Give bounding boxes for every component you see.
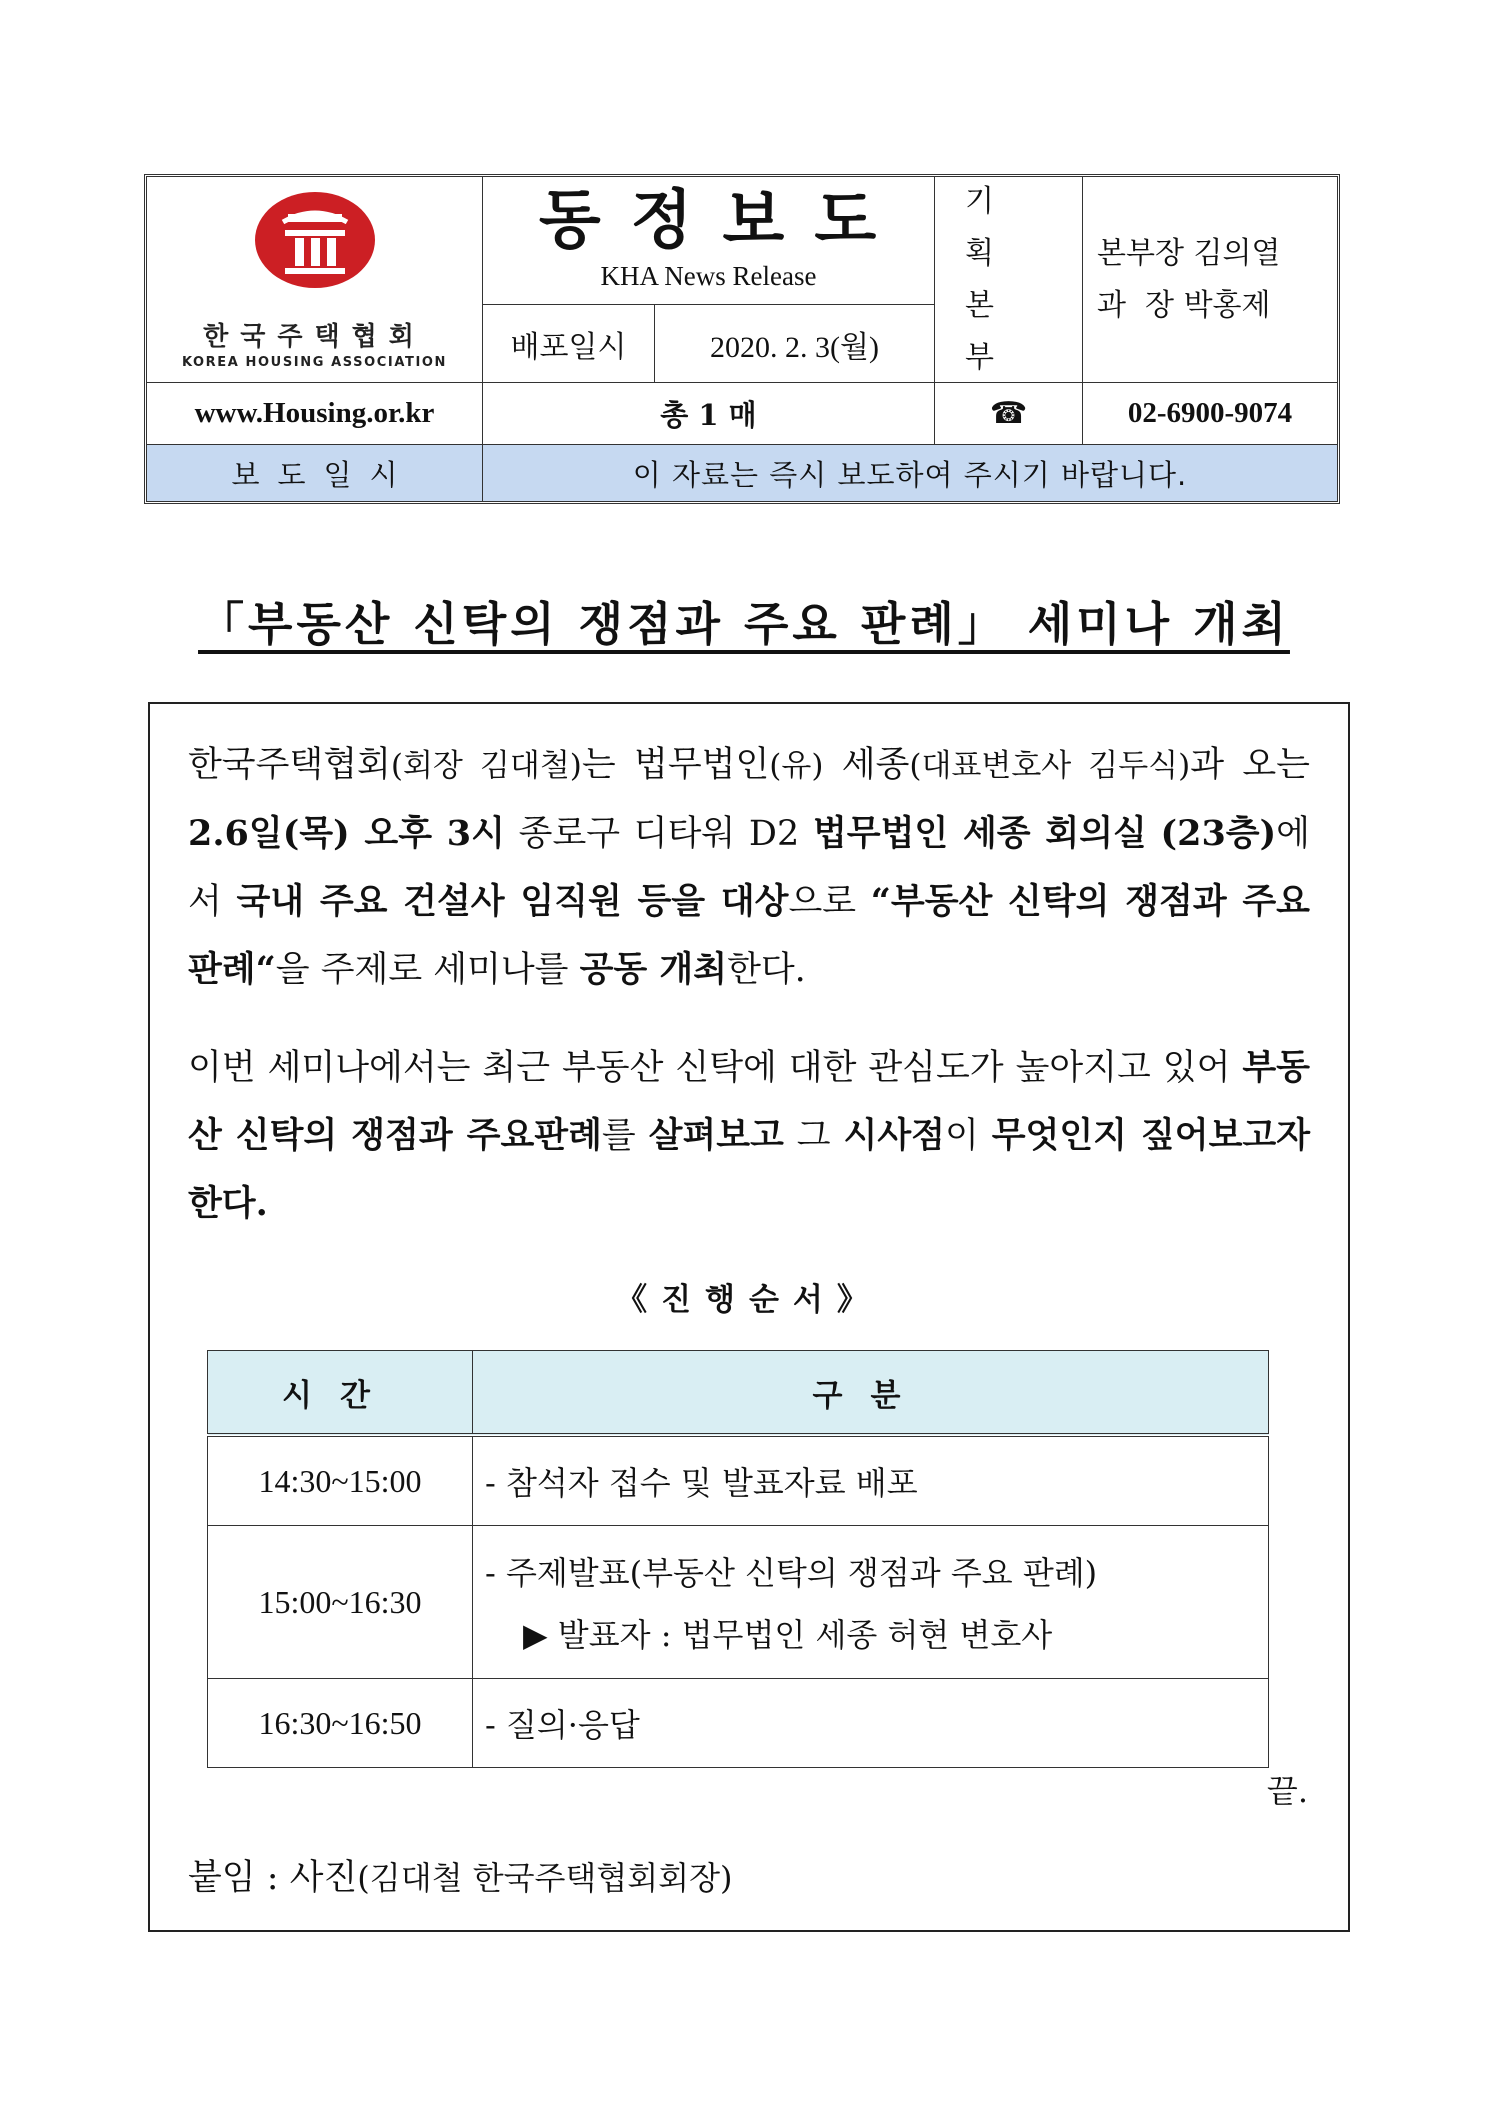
department-cell <box>935 177 1083 383</box>
p1-s: 한다. <box>727 950 806 990</box>
paragraph-1 <box>188 732 1310 1004</box>
col-header-desc: 구분 <box>473 1351 1269 1436</box>
p1-c: 는 법무법인 <box>581 745 770 785</box>
p1-o: 으로 <box>788 882 871 922</box>
embargo-label-cell <box>147 445 483 501</box>
page-title: 동정보도 <box>538 183 907 258</box>
contact-line-2: 과 장 박홍제 <box>1097 287 1271 323</box>
p1-i: 종로구 디타워 D2 <box>504 814 813 854</box>
phone-icon: ☎ <box>935 383 1083 445</box>
row-desc: - 주제발표(부동산 신탁의 쟁점과 주요 판례) <box>485 1554 1098 1592</box>
row-desc: - 참석자 접수 및 발표자료 배포 <box>473 1435 1269 1526</box>
page-subtitle: KHA News Release <box>600 261 817 291</box>
org-name-en: KOREA HOUSING ASSOCIATION <box>181 354 448 370</box>
p1-l: (23층) <box>1160 813 1277 854</box>
table-row <box>208 1526 1269 1679</box>
schedule-table <box>207 1350 1269 1768</box>
p1-k <box>1147 814 1161 854</box>
p2-e: 그 <box>783 1116 844 1156</box>
embargo-text: 이 자료는 즉시 보도하여 주시기 바랍니다. <box>483 445 1337 501</box>
distribution-date: 2020. 2. 3(월) <box>655 305 935 383</box>
p2-d: 살펴보고 <box>648 1115 784 1156</box>
distribution-label: 배포일시 <box>483 305 655 383</box>
p1-p: “부동산 신탁의 쟁점과 주요 판례“ <box>188 881 1310 990</box>
department-line-2: 본부 <box>965 287 1024 375</box>
embargo-label: 보도일시 <box>231 457 416 492</box>
kha-logo-icon <box>255 192 375 288</box>
press-release-header <box>144 174 1340 504</box>
schedule-header-row <box>208 1351 1269 1436</box>
p1-h: 2.6일(목) 오후 3시 <box>188 813 505 854</box>
p1-b: (회장 김대철) <box>390 748 582 784</box>
title-cell <box>483 177 935 305</box>
paragraph-2 <box>188 1034 1310 1238</box>
org-name-ko: 한국주택협회 <box>203 321 426 352</box>
attachment-detail: (김대철 한국주택협회회장) <box>357 1859 733 1897</box>
p2-g: 이 <box>944 1116 992 1156</box>
website-link[interactable]: www.Housing.or.kr <box>147 383 483 445</box>
p1-q: 을 주제로 세미나를 <box>275 950 580 990</box>
department-line-1: 기획 <box>965 183 1024 271</box>
attachment-label: 붙임 : 사진 <box>188 1858 358 1898</box>
p1-m: 에서 <box>188 814 1310 922</box>
attachment-note <box>188 1850 732 1900</box>
p1-e: 세종 <box>823 745 910 785</box>
row-desc-cell <box>473 1526 1269 1679</box>
p1-n: 국내 주요 건설사 임직원 등을 대상 <box>236 881 789 922</box>
phone-number: 02-6900-9074 <box>1083 383 1337 445</box>
p1-j: 법무법인 세종 회의실 <box>812 813 1147 854</box>
content-box <box>148 702 1350 1932</box>
contact-line-1: 본부장 김의열 <box>1097 235 1281 271</box>
row-desc: - 질의·응답 <box>473 1679 1269 1768</box>
row-time: 14:30~15:00 <box>208 1435 473 1526</box>
table-row <box>208 1435 1269 1526</box>
p2-a: 이번 세미나에서는 최근 부동산 신탁에 대한 관심도가 높아지고 있어 <box>188 1048 1243 1088</box>
p1-r: 공동 개최 <box>579 949 728 990</box>
headline-text: 「부동산 신탁의 쟁점과 주요 판례」 세미나 개최 <box>198 597 1290 651</box>
presenter-line: ▶ 발표자 : 법무법인 세종 허현 변호사 <box>523 1616 1053 1654</box>
row-time: 15:00~16:30 <box>208 1526 473 1679</box>
p1-g: 과 오는 <box>1190 745 1310 785</box>
row-time: 16:30~16:50 <box>208 1679 473 1768</box>
p2-c: 를 <box>601 1116 649 1156</box>
col-header-time: 시간 <box>208 1351 473 1436</box>
p1-a: 한국주택협회 <box>188 745 391 785</box>
headline <box>0 588 1488 654</box>
table-row <box>208 1679 1269 1768</box>
program-title: 《진행순서》 <box>616 1282 882 1318</box>
contact-cell <box>1083 177 1337 383</box>
p2-f: 시사점 <box>843 1115 945 1156</box>
p2-b: 부동산 신탁의 쟁점과 주요판례 <box>188 1047 1310 1156</box>
page-count: 총 1 매 <box>483 383 935 445</box>
logo-cell <box>147 177 483 383</box>
p1-f: (대표변호사 김두식) <box>909 748 1191 784</box>
end-mark: 끝. <box>1266 1772 1308 1810</box>
p2-h: 무엇인지 짚어보고자 한다. <box>188 1115 1311 1224</box>
p1-d: (유) <box>769 748 824 784</box>
